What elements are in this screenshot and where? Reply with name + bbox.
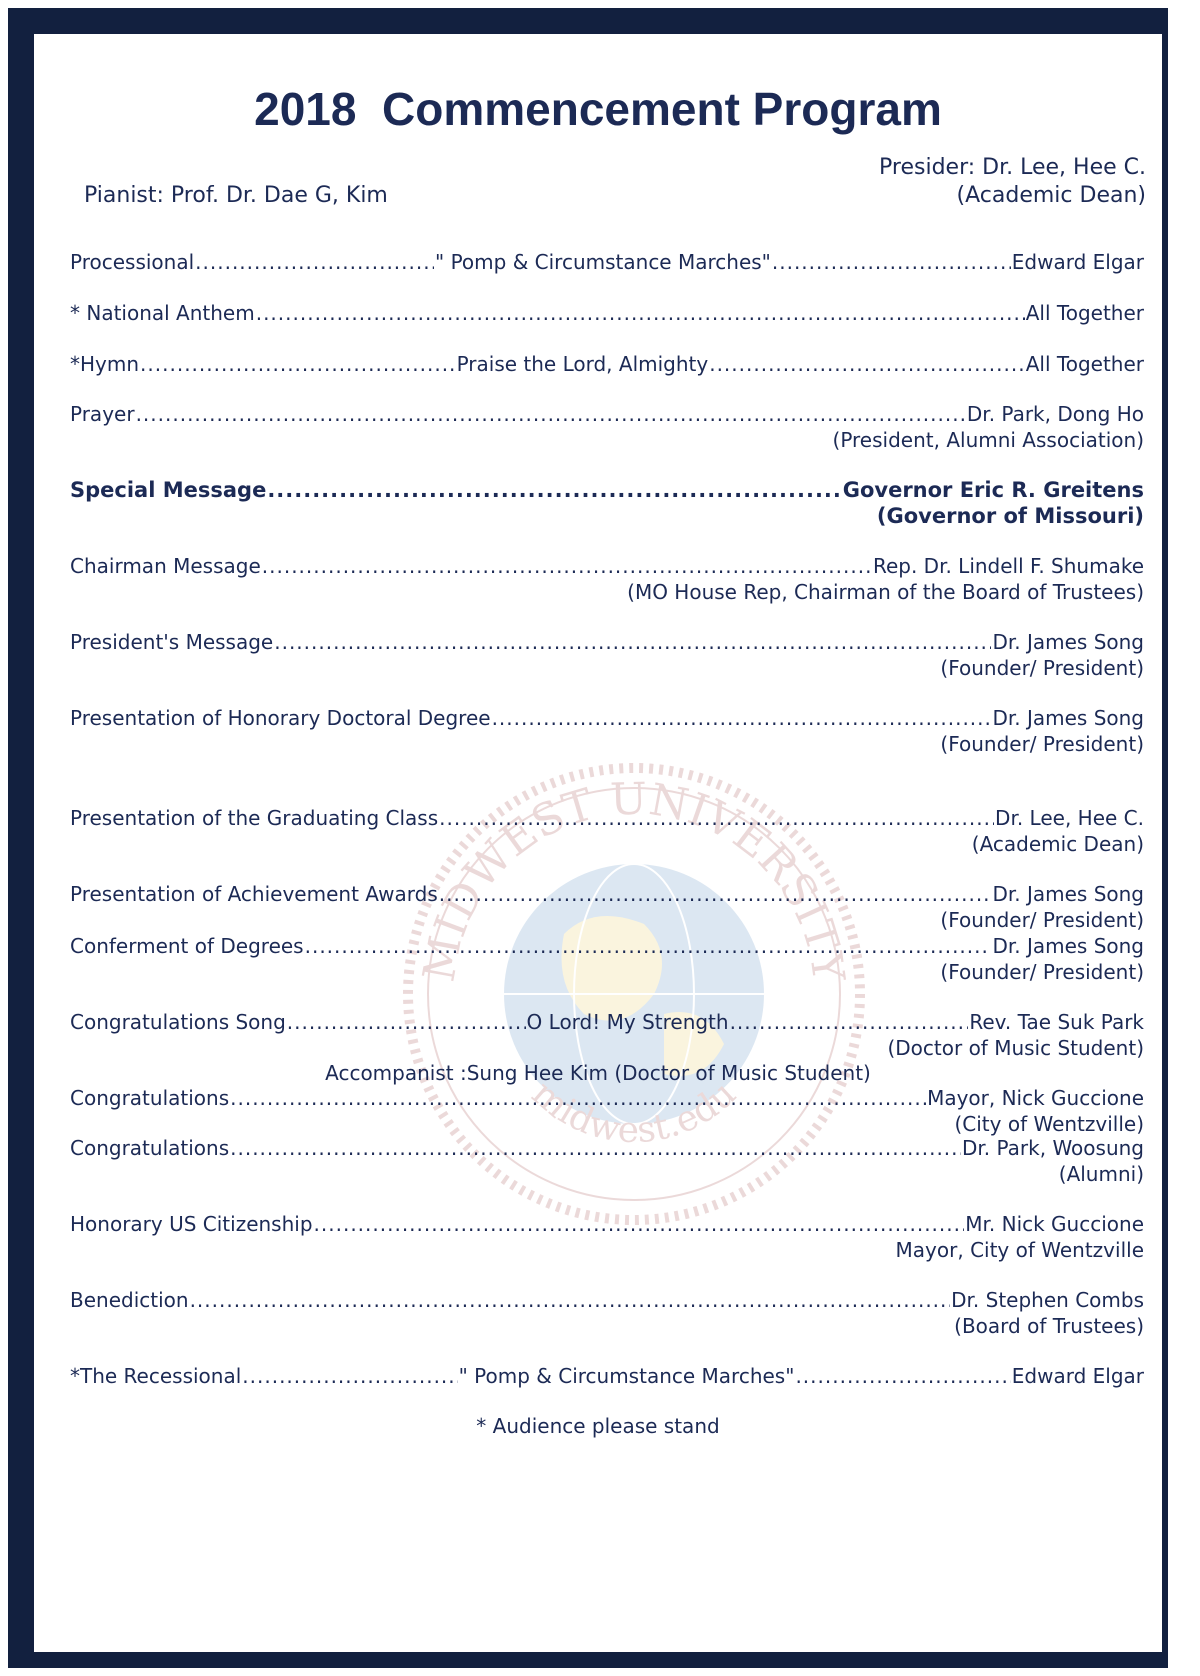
footnote: * Audience please stand <box>476 1414 720 1438</box>
item-piece: " Pomp & Circumstance Marches" <box>435 250 771 274</box>
item-label: Special Message <box>70 478 267 502</box>
item-performer: Mr. Nick Guccione <box>965 1212 1144 1236</box>
item-label: * National Anthem <box>70 301 255 325</box>
leader-dots <box>230 1134 961 1162</box>
item-performer-role: (Doctor of Music Student) <box>887 1036 1144 1060</box>
item-performer: All Together <box>1025 352 1145 376</box>
item-label: *The Recessional <box>70 1364 242 1388</box>
item-performer: Dr. Park, Woosung <box>962 1136 1144 1160</box>
leader-dots <box>795 1362 1010 1390</box>
program-item-congratulations-song <box>70 1006 1144 1036</box>
leader-dots <box>314 1210 965 1238</box>
item-performer-role: (MO House Rep, Chairman of the Board of Trustees) <box>627 580 1144 604</box>
leader-dots <box>772 248 1011 276</box>
leader-dots <box>230 1084 926 1112</box>
program-item-congratulations-mayor <box>70 1082 1144 1112</box>
item-performer-role: (Founder/ President) <box>940 908 1144 932</box>
item-performer: Rev. Tae Suk Park <box>969 1010 1145 1034</box>
item-performer: Governor Eric R. Greitens <box>842 478 1144 502</box>
accompanist-note: Accompanist :Sung Hee Kim (Doctor of Music Student) <box>325 1061 871 1085</box>
leader-dots <box>439 880 992 908</box>
program-item-chairman-message <box>70 550 1144 580</box>
leader-dots <box>256 299 1025 327</box>
leader-dots <box>305 932 992 960</box>
presider-block <box>879 154 1146 210</box>
program-item-processional <box>70 246 1144 276</box>
leader-dots <box>274 628 991 656</box>
item-label: Congratulations <box>70 1136 230 1160</box>
item-label: Congratulations <box>70 1086 230 1110</box>
item-performer: Dr. James Song <box>992 630 1144 654</box>
item-piece: O Lord! My Strength <box>526 1010 729 1034</box>
leader-dots <box>709 350 1025 378</box>
item-performer: Mayor, Nick Guccione <box>927 1086 1144 1110</box>
item-label: *Hymn <box>70 352 140 376</box>
item-performer-role: (President, Alumni Association) <box>832 428 1144 452</box>
item-label: Presentation of Honorary Doctoral Degree <box>70 706 491 730</box>
item-piece: " Pomp & Circumstance Marches" <box>458 1364 795 1388</box>
program-item-national-anthem <box>70 297 1144 327</box>
program-item-achievement-awards <box>70 878 1144 908</box>
program-item-special-message <box>70 474 1144 504</box>
item-performer-role: (Founder/ President) <box>940 656 1144 680</box>
item-performer-role: (Board of Trustees) <box>954 1314 1144 1338</box>
leader-dots <box>730 1008 969 1036</box>
leader-dots <box>492 704 992 732</box>
item-label: Benediction <box>70 1288 189 1312</box>
item-label: Presentation of the Graduating Class <box>70 806 439 830</box>
item-performer: Dr. James Song <box>992 934 1144 958</box>
item-label: Processional <box>70 250 195 274</box>
leader-dots <box>136 400 966 428</box>
item-label: President's Message <box>70 630 274 654</box>
item-performer-role: Mayor, City of Wentzville <box>895 1238 1144 1262</box>
leader-dots <box>439 804 994 832</box>
item-performer: Edward Elgar <box>1011 250 1144 274</box>
seal-bottom-text: midwest.edu <box>523 1072 744 1152</box>
leader-dots <box>267 476 841 504</box>
pianist: Pianist: Prof. Dr. Dae G, Kim <box>84 183 388 208</box>
item-performer: Rep. Dr. Lindell F. Shumake <box>872 554 1144 578</box>
item-performer-role: (Alumni) <box>1058 1162 1144 1186</box>
program-item-graduating-class <box>70 802 1144 832</box>
program-item-prayer <box>70 398 1144 428</box>
program-item-presidents-message <box>70 626 1144 656</box>
item-label: Chairman Message <box>70 554 261 578</box>
leader-dots <box>190 1286 951 1314</box>
item-performer: Dr. James Song <box>992 882 1144 906</box>
item-performer-role: (Academic Dean) <box>971 832 1144 856</box>
item-performer: Dr. Park, Dong Ho <box>966 402 1144 426</box>
program-item-honorary-citizenship <box>70 1208 1144 1238</box>
program-item-hymn <box>70 348 1144 378</box>
item-label: Honorary US Citizenship <box>70 1212 313 1236</box>
item-label: Prayer <box>70 402 135 426</box>
leader-dots <box>195 248 434 276</box>
item-label: Presentation of Achievement Awards <box>70 882 438 906</box>
item-performer-role: (City of Wentzville) <box>954 1112 1144 1136</box>
item-label: Conferment of Degrees <box>70 934 304 958</box>
program-item-honorary-degree <box>70 702 1144 732</box>
item-performer-role: (Founder/ President) <box>940 732 1144 756</box>
seal-top-text: MIDWEST UNIVERSITY <box>413 773 854 986</box>
program-item-benediction <box>70 1284 1144 1314</box>
item-piece: Praise the Lord, Almighty <box>456 352 709 376</box>
program-item-recessional <box>70 1360 1144 1390</box>
program-item-conferment <box>70 930 1144 960</box>
leader-dots <box>242 1362 457 1390</box>
presider-role: (Academic Dean) <box>956 183 1146 208</box>
item-label: Congratulations Song <box>70 1010 286 1034</box>
leader-dots <box>140 350 456 378</box>
leader-dots <box>262 552 872 580</box>
item-performer: Dr. Stephen Combs <box>951 1288 1144 1312</box>
page-title: 2018 Commencement Program <box>254 83 942 135</box>
presider-name: Presider: Dr. Lee, Hee C. <box>879 155 1146 180</box>
item-performer: Edward Elgar <box>1011 1364 1144 1388</box>
item-performer-role: (Governor of Missouri) <box>876 504 1144 528</box>
item-performer: Dr. James Song <box>992 706 1144 730</box>
program-page <box>34 34 1162 1652</box>
program-item-congratulations-alumni <box>70 1132 1144 1162</box>
item-performer: All Together <box>1025 301 1144 325</box>
leader-dots <box>287 1008 526 1036</box>
item-performer: Dr. Lee, Hee C. <box>995 806 1144 830</box>
item-performer-role: (Founder/ President) <box>940 960 1144 984</box>
